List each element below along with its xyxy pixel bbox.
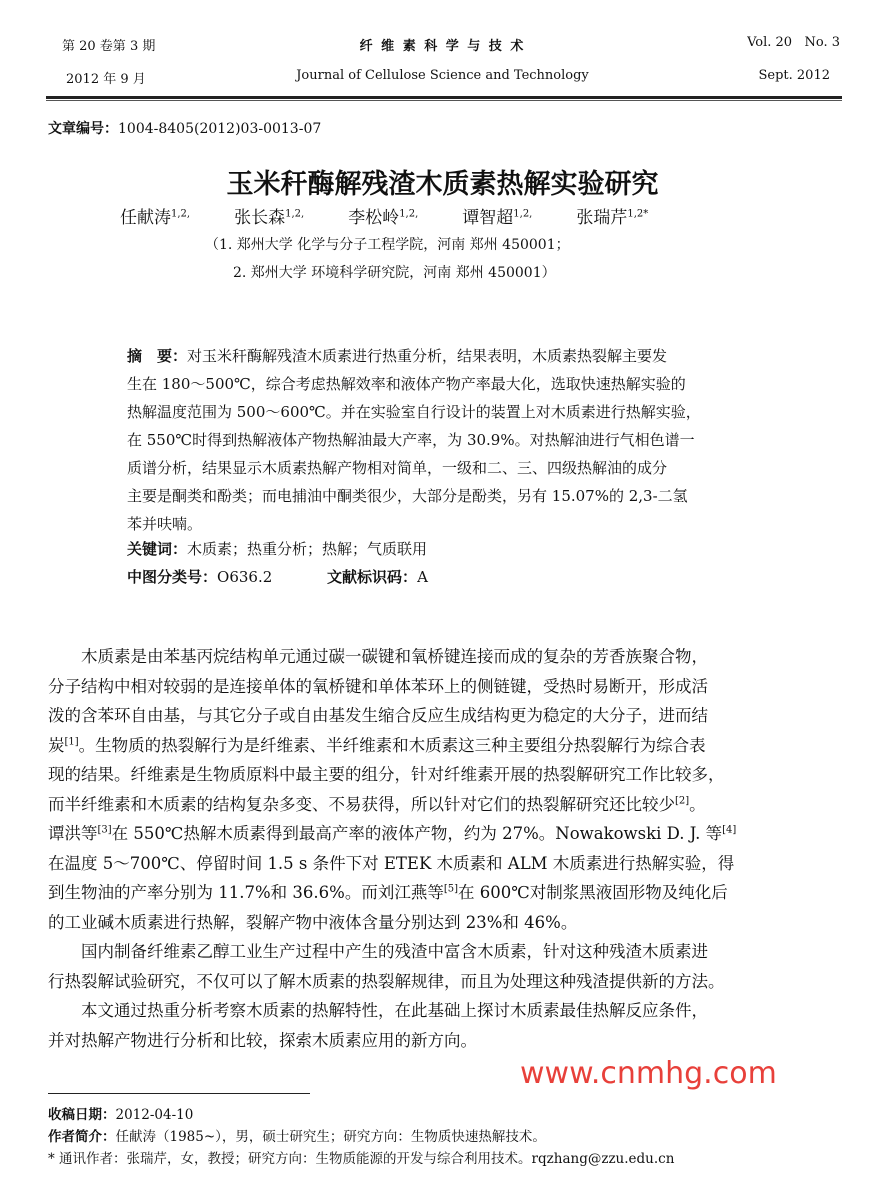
body-text-segment: 。生物质的热裂解行为是纤维素、半纤维素和木质素这三种主要组分热裂解行为综合表 xyxy=(78,735,706,755)
body-text-segment: 谭洪等 xyxy=(48,824,98,843)
body-line xyxy=(48,819,838,849)
received-date: 2012-04-10 xyxy=(115,1107,194,1123)
affiliation-1: （1. 郑州大学 化学与分子工程学院，河南 郑州 450001； xyxy=(205,237,570,253)
author xyxy=(234,208,304,228)
clc-value: O636.2 xyxy=(217,568,273,586)
body-line xyxy=(48,996,838,1026)
corr-text: 张瑞芹，女，教授；研究方向：生物质能源的开发与综合利用技术。rqzhang@zzu.edu.cn xyxy=(126,1151,675,1167)
body-text-segment: 在 550℃热解木质素得到最高产率的液体产物，约为 27%。Nowakowski D. J. 等 xyxy=(111,824,723,843)
body-text-segment: 并对热解产物进行分析和比较，探索木质素应用的新方向。 xyxy=(48,1030,477,1050)
body-text-segment: 本文通过热重分析考察木质素的热解特性，在此基础上探讨木质素最佳热解反应条件， xyxy=(48,1001,708,1020)
citation-ref[interactable]: [4] xyxy=(722,824,737,836)
author-affiliation-mark: 1,2, xyxy=(171,208,191,220)
keywords-label: 关键词： xyxy=(127,540,188,558)
affiliation-2: 2. 郑州大学 环境科学研究院，河南 郑州 450001） xyxy=(233,265,556,281)
keywords-value: 木质素；热重分析；热解；气质联用 xyxy=(187,540,428,558)
body-line xyxy=(48,701,838,731)
abstract-label: 摘 要： xyxy=(127,347,188,365)
body-text-segment: 而半纤维素和木质素的结构复杂多变、不易获得，所以针对它们的热裂解研究还比较少 xyxy=(48,794,675,814)
author-affiliation-mark: 1,2* xyxy=(627,208,649,220)
bio-text: 任献涛（1985~），男，硕士研究生；研究方向：生物质快速热解技术。 xyxy=(115,1129,546,1145)
body-line xyxy=(48,937,838,967)
abstract-text: 热解温度范围为 500～600℃。并在实验室自行设计的装置上对木质素进行热解实验， xyxy=(127,403,701,421)
abstract-text: 苯并呋喃。 xyxy=(127,515,203,533)
author-name: 任献涛 xyxy=(120,208,171,228)
abstract-text: 主要是酮类和酚类；而电捕油中酮类很少，大部分是酚类，另有 15.07%的 2,3-二氢 xyxy=(127,487,688,505)
received-label: 收稿日期： xyxy=(48,1107,116,1123)
body-text-segment: 行热裂解试验研究，不仅可以了解木质素的热裂解规律，而且为处理这种残渣提供新的方法。 xyxy=(48,971,725,991)
author-affiliation-mark: 1,2, xyxy=(399,208,419,220)
author xyxy=(348,208,418,228)
volume-cn: 第 20 卷第 3 期 xyxy=(62,39,156,54)
abstract-line xyxy=(127,510,701,538)
watermark: www.cnmhg.com xyxy=(520,1056,777,1091)
abstract-line xyxy=(127,398,701,426)
author-name: 李松岭 xyxy=(348,208,400,228)
body-text-segment: 在 600℃对制浆黑液固形物及纯化后 xyxy=(458,883,728,902)
body-line xyxy=(48,967,838,997)
author-affiliation-mark: 1,2, xyxy=(285,208,305,220)
article-number xyxy=(48,118,321,138)
footnote-rule xyxy=(48,1093,310,1094)
author-list xyxy=(120,203,692,228)
citation-ref[interactable]: [2] xyxy=(675,795,690,806)
header-rule-thin xyxy=(46,100,842,101)
body-text-segment: 木质素是由苯基丙烷结构单元通过碳一碳键和氧桥键连接而成的复杂的芳香族聚合物， xyxy=(48,647,708,666)
citation-ref[interactable]: [5] xyxy=(443,883,458,895)
author-name: 张瑞芹 xyxy=(576,208,628,228)
abstract-line xyxy=(127,342,701,370)
body-line xyxy=(48,760,838,790)
abstract-text: 生在 180～500℃，综合考虑热解效率和液体产物产率最大化，选取快速热解实验的 xyxy=(127,375,686,393)
body-line xyxy=(48,1026,838,1056)
body-text-segment: 现的结果。纤维素是生物质原料中最主要的组分，针对纤维素开展的热裂解研究工作比较多， xyxy=(48,765,725,784)
body-line xyxy=(48,731,838,761)
doc-code-label: 文献标识码： xyxy=(327,568,418,586)
author-affiliation-mark: 1,2, xyxy=(513,208,533,220)
body-text-segment: 分子结构中相对较弱的是连接单体的氧桥键和单体苯环上的侧链键，受热时易断开，形成活 xyxy=(48,676,708,696)
keywords xyxy=(127,538,427,559)
body-line xyxy=(48,790,838,820)
abstract-line xyxy=(127,482,701,510)
author xyxy=(462,208,532,228)
body-text-segment: 在温度 5～700℃、停留时间 1.5 s 条件下对 ETEK 木质素和 ALM 木质素进行热解实验，得 xyxy=(48,853,735,873)
article-number-label: 文章编号： xyxy=(48,121,118,137)
paper-title: 玉米秆酶解残渣木质素热解实验研究 xyxy=(226,169,659,200)
abstract-line xyxy=(127,454,701,482)
body-text-segment: 。 xyxy=(689,794,706,814)
body-text xyxy=(48,642,838,1055)
doc-code-value: A xyxy=(417,568,428,586)
date-cn: 2012 年 9 月 xyxy=(66,72,146,87)
author-name: 谭智超 xyxy=(462,208,514,228)
author xyxy=(576,208,648,228)
footnote-corresponding xyxy=(48,1147,674,1167)
clc-label: 中图分类号： xyxy=(127,568,218,586)
body-text-segment: 泼的含苯环自由基，与其它分子或自由基发生缩合反应生成结构更为稳定的大分子，进而结 xyxy=(48,706,708,725)
body-line xyxy=(48,849,838,879)
footnote-received xyxy=(48,1103,193,1123)
author xyxy=(120,208,190,228)
article-number-value: 1004-8405(2012)03-0013-07 xyxy=(118,121,322,137)
body-line xyxy=(48,642,838,672)
author-name: 张长森 xyxy=(234,208,286,228)
abstract-text: 对玉米秆酶解残渣木质素进行热重分析，结果表明，木质素热裂解主要发 xyxy=(187,347,668,365)
footnote-bio xyxy=(48,1125,546,1145)
body-text-segment: 国内制备纤维素乙醇工业生产过程中产生的残渣中富含木质素，针对这种残渣木质素进 xyxy=(48,942,708,961)
body-text-segment: 的工业碱木质素进行热解，裂解产物中液体含量分别达到 23%和 46%。 xyxy=(48,912,578,932)
abstract-text: 在 550℃时得到热解液体产物热解油最大产率，为 30.9%。对热解油进行气相色谱一 xyxy=(127,431,695,449)
corr-label: * 通讯作者： xyxy=(48,1151,127,1167)
body-line xyxy=(48,908,838,938)
journal-title-en: Journal of Cellulose Science and Technology xyxy=(296,68,589,83)
classification xyxy=(127,566,428,587)
abstract-text: 质谱分析，结果显示木质素热解产物相对简单，一级和二、三、四级热解油的成分 xyxy=(127,459,668,477)
body-text-segment: 炭 xyxy=(48,735,65,755)
abstract-line xyxy=(127,370,701,398)
bio-label: 作者简介： xyxy=(48,1129,116,1145)
date-en: Sept. 2012 xyxy=(758,68,830,83)
body-text-segment: 到生物油的产率分别为 11.7%和 36.6%。而刘江燕等 xyxy=(48,883,444,902)
citation-ref[interactable]: [3] xyxy=(97,824,112,836)
header-rule xyxy=(46,96,842,99)
volume-en: Vol. 20 No. 3 xyxy=(747,35,840,50)
body-line xyxy=(48,878,838,908)
body-line xyxy=(48,672,838,702)
abstract xyxy=(127,342,701,538)
abstract-line xyxy=(127,426,701,454)
journal-title-cn: 纤 维 素 科 学 与 技 术 xyxy=(359,39,526,54)
citation-ref[interactable]: [1] xyxy=(64,736,79,747)
